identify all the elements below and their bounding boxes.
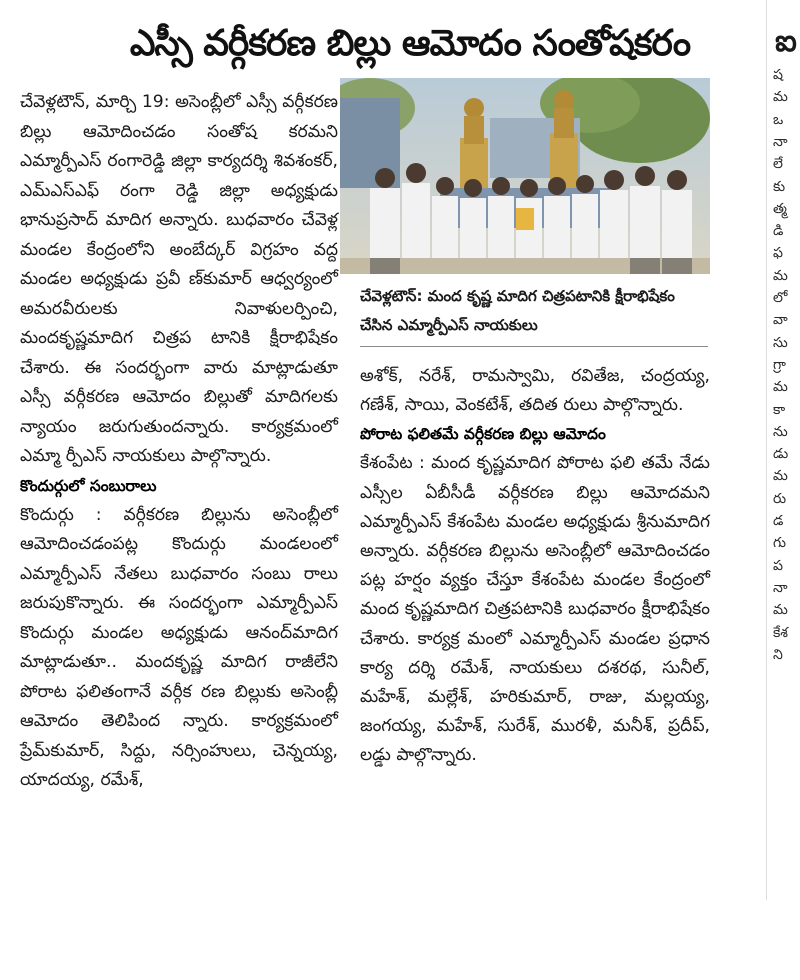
adjacent-text-line: మ <box>773 267 788 284</box>
article-left-column <box>20 88 338 796</box>
adjacent-article-strip <box>766 0 800 900</box>
adjacent-text-line: మ <box>773 89 788 106</box>
adjacent-text-line: నా <box>773 133 788 150</box>
adjacent-text-line: గ్రా <box>773 356 786 373</box>
adjacent-text-line: ఒ <box>773 111 784 128</box>
adjacent-text-line: వా <box>773 312 788 329</box>
adjacent-text-line: కు <box>773 178 786 195</box>
adjacent-text-line: మ <box>773 379 788 396</box>
adjacent-headline-fragment: ఐ <box>775 24 797 59</box>
body-paragraph-kondurgu: కొందుర్గు : వర్గీకరణ బిల్లును అసెంబ్లీలో ఆమోదించడంపట్ల కొందుర్గు మండలంలో ఎమ్మార్పీఎస్‌ నేతలు బుధవారం సంబు రాలు జరుపుకొన్నారు. ఈ సందర్భంగా ఎమ్మార్పీఎస్‌ కొందుర్గు మండల అధ్యక్షుడు ఆనంద్‌మాదిగ మాట్లాడుతూ.. మందకృష్ణ మాదిగ రాజీలేని పోరాట ఫలితంగానే వర్గీక రణ బిల్లుకు అసెంబ్లీ ఆమోదం తెలిపింద న్నారు. కార్యక్రమంలో ప్రేమ్‌కుమార్‌, సిద్దు, నర్సింహులు, చెన్నయ్య, యాదయ్య, రమేశ్‌, <box>20 504 338 790</box>
adjacent-text-line: లే <box>773 156 783 173</box>
caption-divider <box>360 346 708 347</box>
photo-illustration <box>340 78 710 274</box>
adjacent-text-line: మ <box>773 468 788 485</box>
adjacent-text-line: ను <box>773 423 788 440</box>
adjacent-text-line: ష <box>773 67 783 83</box>
adjacent-text-line: గు <box>773 535 787 552</box>
adjacent-text-line: సు <box>773 334 788 351</box>
adjacent-text-line: రు <box>773 490 787 507</box>
adjacent-text-line: ఫ <box>773 245 783 262</box>
adjacent-text-line: కా <box>773 401 786 418</box>
adjacent-text-line: కేశ <box>773 624 789 641</box>
subhead-kondurgu: కొందుర్గులో సంబురాలు <box>20 476 157 495</box>
body-paragraph-continuation: అశోక్‌, నరేశ్‌, రామస్వామి, రవితేజ, చంద్రయ్య, గణేశ్‌, సాయి, వెంకటేశ్‌, తదిత రులు పాల్గొన్నారు. <box>360 366 710 416</box>
adjacent-text-line: డు <box>773 446 789 463</box>
body-paragraph-chevella: చేవెళ్లటౌన్‌, మార్చి 19: అసెంబ్లీలో ఎస్సీ వర్గీకరణ బిల్లు ఆమోదించడం సంతోష కరమని ఎమ్మార్పీఎస్‌ రంగారెడ్డి జిల్లా కార్యదర్శి శివశంకర్‌, ఎమ్‌ఎస్‌ఎఫ్‌ రంగా రెడ్డి జిల్లా అధ్యక్షుడు భానుప్రసాద్‌ మాదిగ అన్నారు. బుధవారం చేవెళ్ల మండల కేంద్రంలోని అంబేద్కర్‌ విగ్రహం వద్ద మండల అధ్యక్షుడు ప్రవీ ణ్‌కుమార్‌ ఆధ్వర్యంలో అమరవీరులకు నివాళులర్పించి, మందకృష్ణమాదిగ చిత్రప టానికి క్షీరాభిషేకం చేశారు. ఈ సందర్భంగా వారు మాట్లాడుతూ ఎస్సీ వర్గీకరణ ఆమోదం బిల్లుతో మాదిగలకు న్యాయం జరుగుతుందన్నారు. కార్యక్రమంలో ఎమ్మా ర్పీఎస్‌ నాయకులు పాల్గొన్నారు. <box>20 92 338 466</box>
adjacent-text-line: ని <box>773 646 783 663</box>
adjacent-text-line: లో <box>773 290 788 306</box>
adjacent-text-line: మ <box>773 602 788 619</box>
subhead-keshampet: పోరాట ఫలితమే వర్గీకరణ బిల్లు ఆమోదం <box>360 425 606 444</box>
news-photo <box>340 78 710 274</box>
article-right-column <box>360 362 710 771</box>
adjacent-text-line: డి <box>773 223 784 240</box>
adjacent-text-line: త్మ <box>773 200 787 217</box>
adjacent-text-line: ప <box>773 557 783 574</box>
photo-caption: చేవెళ్లటౌన్‌: మంద కృష్ణ మాదిగ చిత్రపటానికి క్షీరాభిషేకం చేసిన ఎమ్మార్పీఎస్‌ నాయకులు <box>360 287 675 334</box>
adjacent-text-line: డ <box>773 513 784 529</box>
body-paragraph-keshampet: కేశంపేట : మంద కృష్ణమాదిగ పోరాట ఫలి తమే నేడు ఎస్సీల ఏబీసీడీ వర్గీకరణ బిల్లు ఆమోదమని ఎమ్మార్పీఎస్‌ కేశంపేట మండల అధ్యక్షుడు శ్రీనుమాదిగ అన్నారు. వర్గీకరణ బిల్లును అసెంబ్లీలో ఆమోదించడం పట్ల హర్షం వ్యక్తం చేస్తూ కేశంపేట మండల కేంద్రంలో మంద కృష్ణమాదిగ చిత్రపటానికి బుధవారం క్షీరాభిషేకం చేశారు. కార్యక్ర మంలో ఎమ్మార్పీఎస్‌ మండల ప్రధాన కార్య దర్శి రమేశ్‌, నాయకులు దశరథ, సునీల్‌, మహేశ్‌, మల్లేశ్‌, హరికుమార్‌, రాజు, మల్లయ్య, జంగయ్య, మహేశ్‌, సురేశ్‌, మురళీ, మనీశ్‌, ప్రదీప్‌, లడ్డు పాల్గొన్నారు. <box>360 453 710 766</box>
adjacent-text-line: నా <box>773 579 788 596</box>
headline: ఎస్సీ వర్గీకరణ బిల్లు ఆమోదం సంతోషకరం <box>129 23 691 64</box>
